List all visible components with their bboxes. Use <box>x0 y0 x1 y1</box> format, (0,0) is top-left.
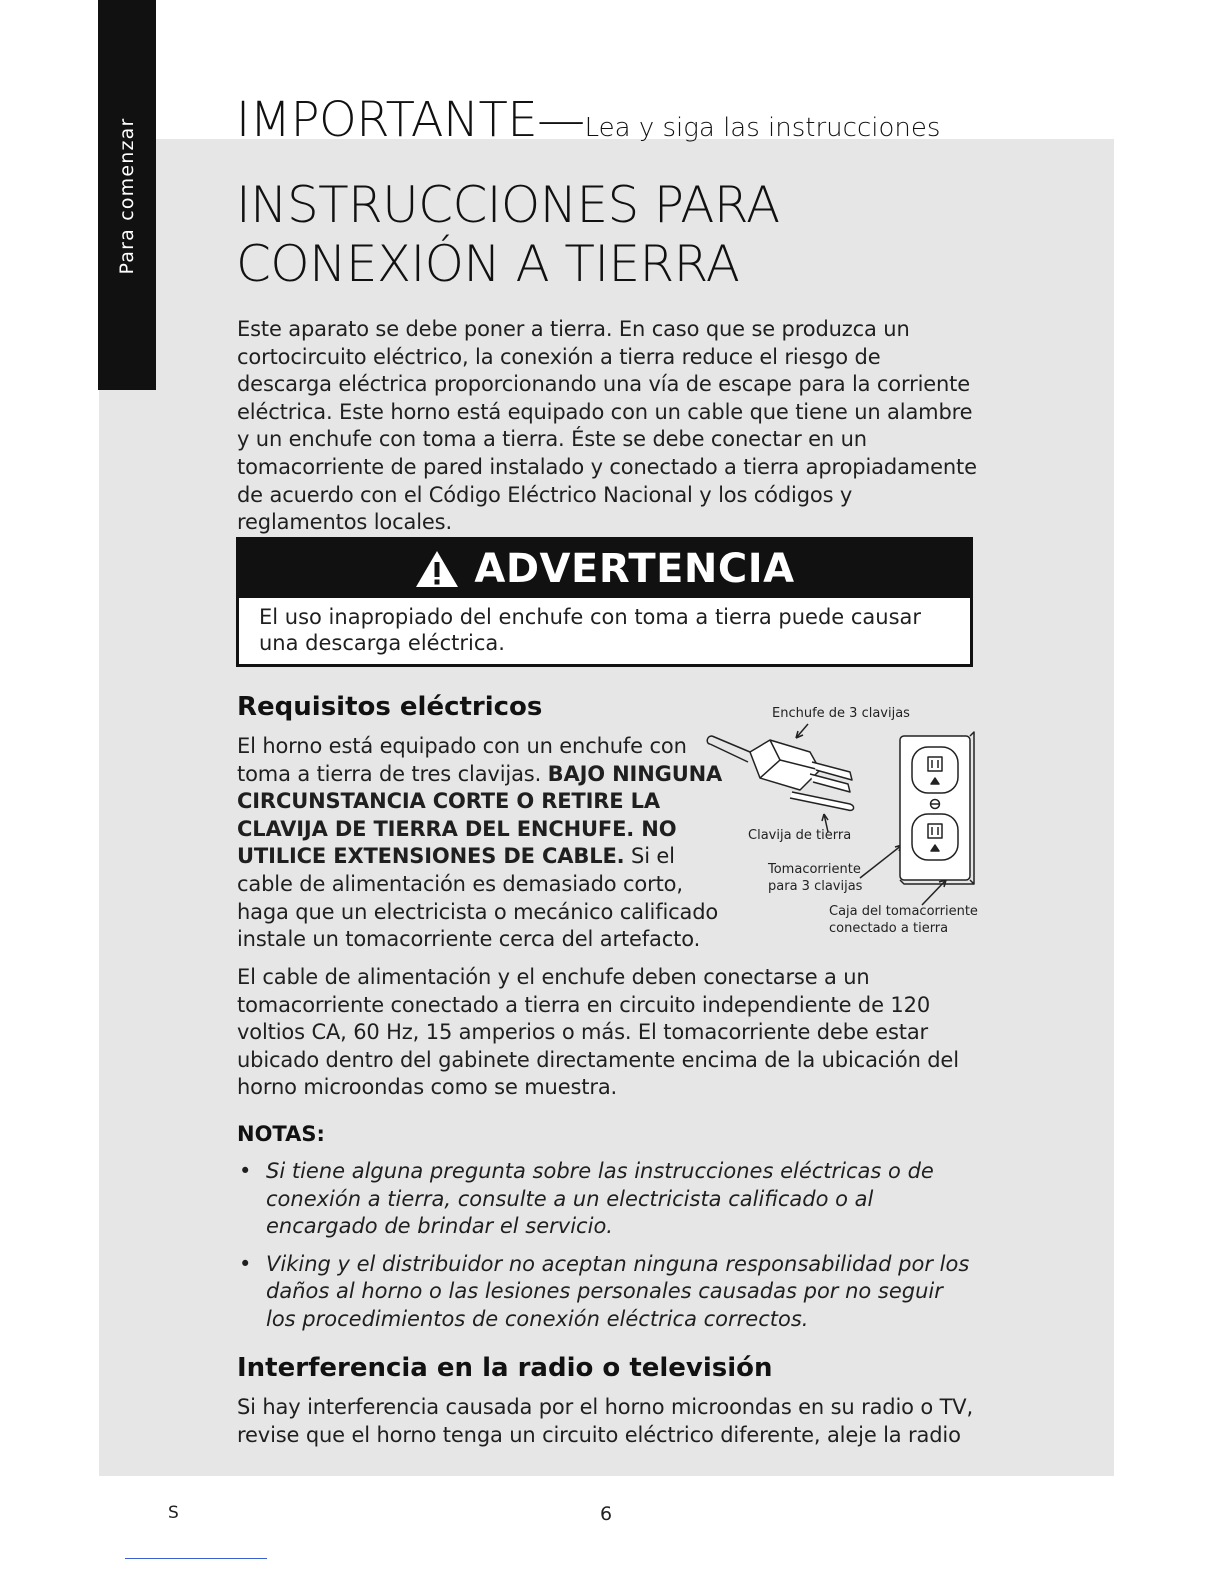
bullet-icon: • <box>239 1251 252 1276</box>
warning-box <box>236 537 973 667</box>
warning-title: ADVERTENCIA <box>474 546 795 592</box>
plug-label: Enchufe de 3 clavijas <box>772 706 910 721</box>
ground-pin-label: Clavija de tierra <box>748 828 852 843</box>
page-header <box>236 92 940 148</box>
electrical-paragraph-2: El cable de alimentación y el enchufe deben conectarse a un tomacorriente conectado a tierra en circuito independiente de 120 voltios CA, 60 Hz, 15 amperios o más. El tomacorriente debe estar ubicado dentro del gabinete directamente encima de la ubicación del horno microondas como se muestra. <box>237 965 959 1100</box>
electrical-heading: Requisitos eléctricos <box>237 692 543 722</box>
interference-paragraph: Si hay interferencia causada por el horno microondas en su radio o TV, revise que el horno tenga un circuito eléctrico diferente, aleje la radio <box>237 1395 974 1447</box>
outlet-label-line-1: Tomacorriente <box>768 862 861 877</box>
list-item <box>237 1158 977 1241</box>
notes-list <box>237 1158 977 1344</box>
electrical-p1-end: Si el cable de alimentación es demasiado corto, haga que un electricista o mecánico calificado instale un tomacorriente cerca del artefacto. <box>237 844 719 952</box>
electrical-p1-bold: BAJO NINGUNA CIRCUNSTANCIA CORTE O RETIRE LA CLAVIJA DE TIERRA DEL ENCHUFE. NO UTILICE EXTENSIONES DE CABLE. <box>237 761 723 869</box>
box-label-line-1: Caja del tomacorriente <box>829 904 978 919</box>
warning-text: El uso inapropiado del enchufe con toma a tierra puede causar una descarga eléctrica. <box>259 605 922 655</box>
footer-rule <box>125 1558 267 1559</box>
footer-language-code: S <box>168 1503 179 1523</box>
box-label-line-2: conectado a tierra <box>829 921 949 936</box>
interference-heading: Interferencia en la radio o televisión <box>237 1353 773 1383</box>
header-main: IMPORTANTE— <box>236 92 585 148</box>
notes-heading: NOTAS: <box>237 1122 325 1146</box>
electrical-paragraph-1 <box>237 733 737 954</box>
page-title <box>236 176 780 294</box>
header-sub: Lea y siga las instrucciones <box>584 113 941 143</box>
warning-header <box>239 540 970 598</box>
plug-outlet-diagram <box>700 700 990 945</box>
intro-paragraph: Este aparato se debe poner a tierra. En caso que se produzca un cortocircuito eléctrico, la conexión a tierra reduce el riesgo de descarga eléctrica proporcionando una vía de escape para la corriente eléctrica. Este horno está equipado con un cable que tiene un alambre y un enchufe con toma a tierra. Éste se debe conectar en un tomacorriente de pared instalado y conectado a tierra apropiadamente de acuerdo con el Código Eléctrico Nacional y los códigos y reglamentos locales. <box>237 317 977 535</box>
note-text: Si tiene alguna pregunta sobre las instrucciones eléctricas o de conexión a tierra, consulte a un electricista calificado o al encargado de brindar el servicio. <box>266 1159 934 1239</box>
note-text: Viking y el distribuidor no aceptan ninguna responsabilidad por los daños al horno o las lesiones personales causadas por no seguir los procedimientos de conexión eléctrica correctos. <box>266 1251 970 1331</box>
outlet-label-line-2: para 3 clavijas <box>768 879 863 894</box>
warning-triangle-icon <box>414 549 460 589</box>
title-line-2: CONEXIÓN A TIERRA <box>236 235 740 293</box>
list-item <box>237 1251 977 1334</box>
title-line-1: INSTRUCCIONES PARA <box>236 176 780 234</box>
bullet-icon: • <box>239 1159 252 1183</box>
electrical-p1-start: El horno está equipado con un enchufe con toma a tierra de tres clavijas. <box>237 734 687 786</box>
page-number: 6 <box>600 1503 613 1525</box>
side-tab-label: Para comenzar <box>116 117 138 275</box>
